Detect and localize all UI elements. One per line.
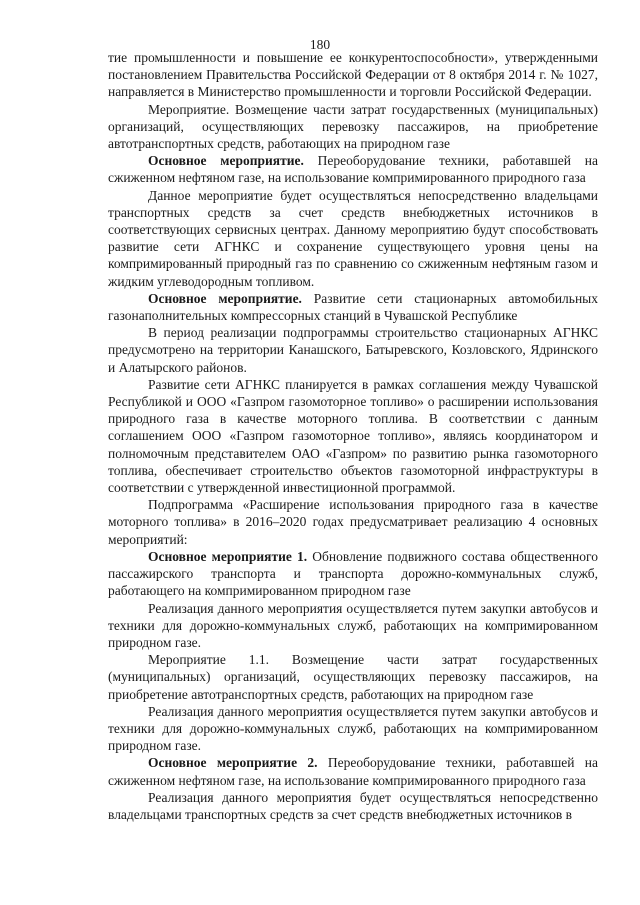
paragraph-text: Развитие сети стационарных автомобильных газонаполнительных компрессорных станций в Чувашской Республике — [108, 290, 598, 324]
paragraph-text: Подпрограмма «Расширение использования природного газа в качестве моторного топлива» в 2016–2020 годах предусматривает реализацию 4 основных мероприятий: — [108, 497, 598, 547]
paragraph-text: Переоборудование техники, работавшей на сжиженном нефтяном газе, на использование компримированного природного газа — [108, 153, 598, 186]
paragraph — [108, 49, 598, 101]
paragraph — [108, 703, 598, 755]
document-body — [108, 49, 598, 823]
paragraph — [108, 651, 598, 703]
paragraph-text: Реализация данного мероприятия будет осуществляться непосредственно владельцами транспортных средств за счет средств внебюджетных источников в — [108, 789, 598, 822]
paragraph — [108, 496, 598, 548]
paragraph — [108, 101, 598, 153]
paragraph-lead: Основное мероприятие 2. — [148, 755, 318, 771]
paragraph-lead: Основное мероприятие 1. — [148, 548, 308, 564]
paragraph-lead: Основное мероприятие. — [148, 153, 304, 169]
paragraph-lead: Основное мероприятие. — [148, 290, 302, 306]
paragraph-text: Переоборудование техники, работавшей на сжиженном нефтяном газе, на использование компримированного природного газа — [108, 755, 598, 788]
paragraph — [108, 548, 598, 600]
paragraph — [108, 290, 598, 324]
paragraph-text: Обновление подвижного состава общественного пассажирского транспорта и транспорта дорожно-коммунальных служб, работающего на компримированном природном газе — [108, 548, 598, 599]
paragraph-text: тие промышленности и повышение ее конкурентоспособности», утвержденными постановлением Правительства Российской Федерации от 8 октября 2014 г. № 1027, направляется в Министерство промышленности и торговли Российской Федерации. — [108, 50, 598, 100]
paragraph — [108, 600, 598, 652]
paragraph-text: Мероприятие 1.1. Возмещение части затрат государственных (муниципальных) организаций, осуществляющих перевозку пассажиров, на приобретение автотранспортных средств, работающих на природном газе — [108, 652, 598, 702]
paragraph-text: Реализация данного мероприятия осуществляется путем закупки автобусов и техники для дорожно-коммунальных служб, работающих на компримированном природном газе. — [108, 600, 598, 650]
paragraph-text: Развитие сети АГНКС планируется в рамках соглашения между Чувашской Республикой и ООО «Газпром газомоторное топливо» о расширении использования природного газа в качестве моторного топлива. В соответствии с данным соглашением ООО «Газпром газомоторное топливо», являясь координатором и полномочным представителем ОАО «Газпром» по развитию рынка газомоторного топлива, обеспечивает строительство объектов газомоторной инфраструктуры в соответствии с утвержденной инвестиционной программой. — [108, 376, 598, 496]
page-number: 180 — [309, 37, 331, 52]
paragraph — [108, 789, 598, 823]
paragraph — [108, 187, 598, 290]
paragraph-text: В период реализации подпрограммы строительство стационарных АГНКС предусмотрено на территории Канашского, Батыревского, Козловского, Ядринского и Алатырского районов. — [108, 325, 598, 375]
paragraph — [108, 324, 598, 376]
paragraph-text: Реализация данного мероприятия осуществляется путем закупки автобусов и техники для дорожно-коммунальных служб, работающих на компримированном природном газе. — [108, 703, 598, 754]
paragraph — [108, 152, 598, 186]
paragraph-text: Данное мероприятие будет осуществляться непосредственно владельцами транспортных средств за счет средств внебюджетных источников в соответствующих сервисных центрах. Данному мероприятию будут способствовать развитие сети АГНКС и сохранение существующего уровня цены на компримированный природный газ по сравнению со сжиженным нефтяным газом и жидким углеводородным топливом. — [108, 187, 598, 289]
paragraph — [108, 376, 598, 496]
paragraph-text: Мероприятие. Возмещение части затрат государственных (муниципальных) организаций, осуществляющих перевозку пассажиров, на приобретение автотранспортных средств, работающих на природном газе — [108, 101, 598, 152]
paragraph — [108, 754, 598, 788]
